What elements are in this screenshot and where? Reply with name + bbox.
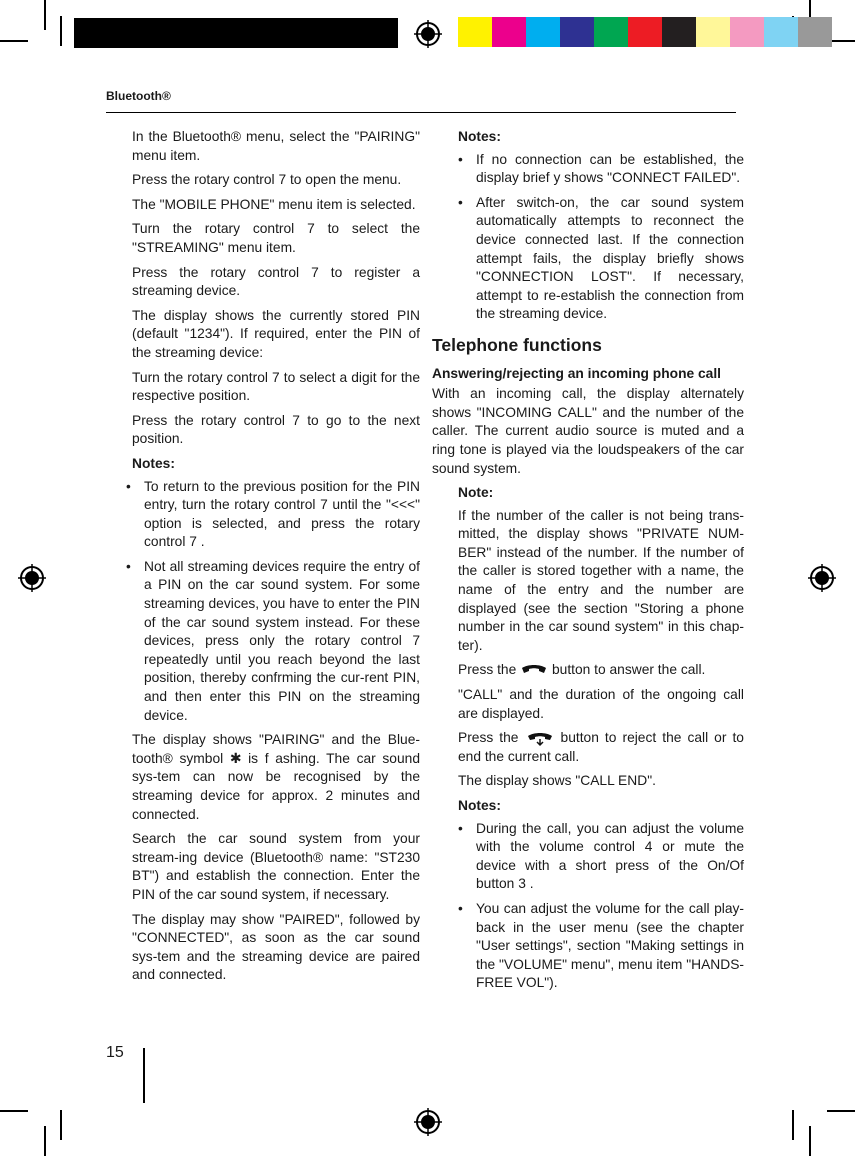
color-swatch xyxy=(560,17,594,47)
paragraph: Turn the rotary control 7 to select a digit for the respective position. xyxy=(132,369,420,404)
paragraph: Press the rotary control 7 to open the menu. xyxy=(132,172,402,188)
list-item: • After switch-on, the car sound system automatically attempts to reconnect the device connected last. If the connection attempt fails, the display briefly shows "CONNECTION LOST". If necessary, attempt to re-establish the connection from the streaming device. xyxy=(458,194,744,324)
paragraph: Search the car sound system from your stream-ing device (Bluetooth® name: "ST230 BT") and establish the connection. Enter the PIN of the car sound system, if necessary. xyxy=(132,831,420,902)
page-number: 15 xyxy=(106,1044,124,1061)
paragraph: In the Bluetooth® menu, select the "PAIRING" menu item. xyxy=(132,129,420,163)
reject-instruction: Press the button to reject the call or to end the current call. xyxy=(458,730,744,764)
color-swatch xyxy=(696,17,730,47)
section-title: Telephone functions xyxy=(432,334,602,355)
list-item: • Not all streaming devices require the entry of a PIN on the car sound system. For some streaming devices, you have to enter the PIN of the car sound system instead. For these devices, press only the rotary control 7 repeatedly until you reach beyond the last position, thereby confrming the cur-rent PIN, and then enter this PIN on the streaming device. xyxy=(126,558,420,725)
registration-mark-icon xyxy=(18,564,46,592)
paragraph: "CALL" and the duration of the ongoing call are displayed. xyxy=(458,687,744,721)
color-swatch xyxy=(594,17,628,47)
list-item: • During the call, you can adjust the volume with the volume control 4 or mute the device with a short press of the On/Of button 3 . xyxy=(458,820,744,894)
answer-instruction: Press the button to answer the call. xyxy=(458,662,706,678)
color-swatch xyxy=(526,17,560,47)
list-item: • You can adjust the volume for the call play-back in the user menu (see the chapter "User settings", section "Making settings in the "VOLUME" menu", menu item "HANDS-FREE VOL"). xyxy=(458,900,744,993)
list-item: • If no connection can be established, the display brief y shows "CONNECT FAILED". xyxy=(458,151,744,188)
notes-heading: Notes: xyxy=(458,129,501,144)
notes-list xyxy=(458,151,744,324)
phone-answer-icon xyxy=(520,664,548,678)
header-rule xyxy=(106,112,736,113)
right-column xyxy=(432,128,744,999)
color-swatch xyxy=(798,17,832,47)
crop-mark xyxy=(827,1110,855,1112)
paragraph: Press the rotary control 7 to register a streaming device. xyxy=(132,264,420,299)
notes-list xyxy=(458,820,744,993)
list-item: • To return to the previous position for the PIN entry, turn the rotary control 7 until the "<<<" option is selected, and press the rotary control 7 . xyxy=(126,478,420,552)
crop-mark xyxy=(44,0,46,30)
registration-mark-icon xyxy=(414,1108,442,1136)
color-swatch xyxy=(662,17,696,47)
note-block xyxy=(432,484,744,993)
crop-mark xyxy=(792,1110,794,1140)
notes-heading: Notes: xyxy=(458,798,501,813)
color-swatch xyxy=(730,17,764,47)
paragraph: The display shows "CALL END". xyxy=(458,773,656,789)
print-bar xyxy=(74,18,398,48)
registration-mark-icon xyxy=(414,20,442,48)
paragraph: Turn the rotary control 7 to select the "STREAMING" menu item. xyxy=(132,221,420,255)
notes-heading: Notes: xyxy=(132,455,175,471)
crop-mark xyxy=(809,1126,811,1156)
paragraph: The display may show "PAIRED", followed by "CONNECTED", as soon as the car sound sys-tem and the streaming device are paired and connected. xyxy=(132,911,420,983)
note-heading: Note: xyxy=(458,485,494,501)
color-swatch xyxy=(492,17,526,47)
phone-reject-icon xyxy=(525,731,555,747)
paragraph: With an incoming call, the display alternately shows "INCOMING CALL" and the number of the caller. The current audio source is muted and a ring tone is played via the loudspeakers of the car sound system. xyxy=(432,386,744,476)
paragraph: Press the rotary control 7 to go to the next position. xyxy=(132,412,420,447)
paragraph: The display shows "PAIRING" and the Blue-tooth® symbol ✱ is f ashing. The car sound sys-tem can now be recognised by the streaming device for approx. 2 minutes and connected. xyxy=(132,732,420,822)
crop-mark xyxy=(60,16,62,46)
crop-mark xyxy=(60,1110,62,1140)
notes-block xyxy=(432,128,744,324)
color-swatch xyxy=(458,17,492,47)
paragraph: The display shows the currently stored PIN (default "1234"). If required, enter the PIN of the streaming device: xyxy=(132,307,420,360)
margin-line xyxy=(143,1048,145,1103)
notes-list xyxy=(126,478,420,726)
left-column xyxy=(132,128,420,991)
crop-mark xyxy=(44,1126,46,1156)
crop-mark xyxy=(0,40,28,42)
color-swatch xyxy=(764,17,798,47)
section-header: Bluetooth® xyxy=(106,89,171,103)
registration-mark-icon xyxy=(808,564,836,592)
subsection-title: Answering/rejecting an incoming phone call xyxy=(432,365,722,381)
paragraph: The "MOBILE PHONE" menu item is selected. xyxy=(132,196,416,212)
crop-mark xyxy=(0,1110,28,1112)
color-swatch xyxy=(628,17,662,47)
paragraph: If the number of the caller is not being trans-mitted, the display shows "PRIVATE NUM-BER" instead of the number. If the number of the caller is stored together with a name, the name of the entry and the number are displayed (see the section "Storing a phone number in the car sound system" in this chap-ter). xyxy=(458,507,744,653)
